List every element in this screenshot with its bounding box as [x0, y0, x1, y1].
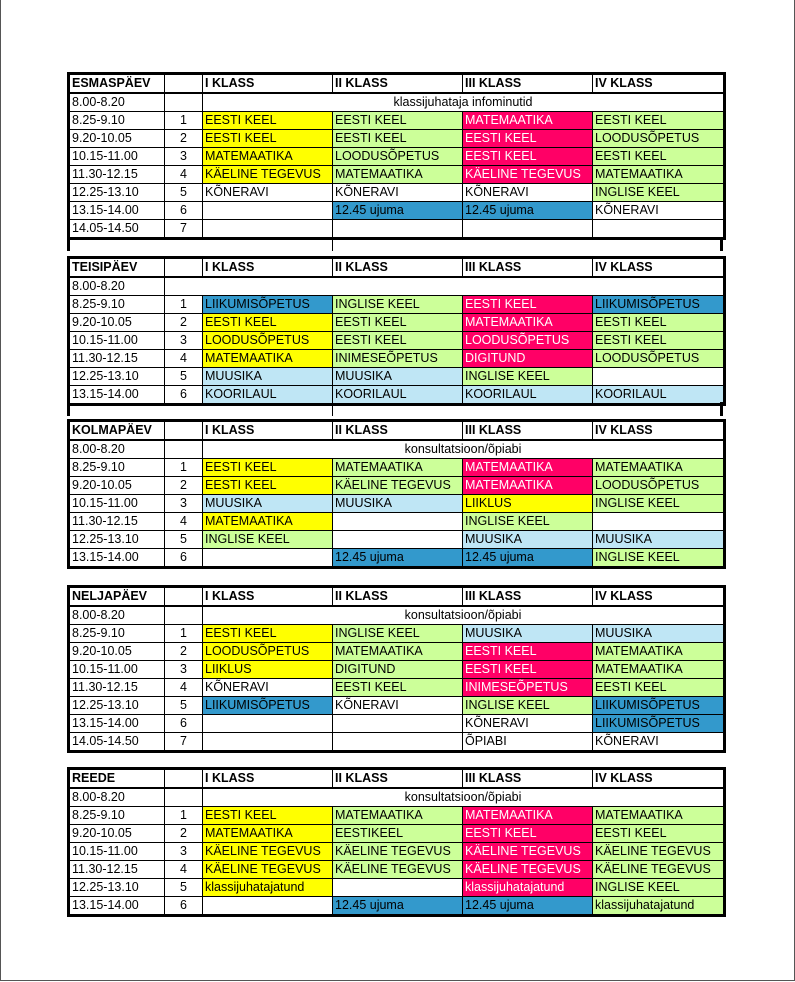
lesson-number: 3 — [165, 332, 203, 350]
subject-cell: EESTI KEEL — [593, 148, 725, 166]
subject-cell: KÕNERAVI — [593, 733, 725, 752]
subject-cell: LIIKUMISÕPETUS — [203, 697, 333, 715]
subject-cell: LOODUSÕPETUS — [333, 148, 463, 166]
class-header: III KLASS — [463, 587, 593, 607]
subject-cell: ÕPIABI — [463, 733, 593, 752]
subject-cell: MATEMAATIKA — [463, 314, 593, 332]
subject-cell: KÄELINE TEGEVUS — [463, 166, 593, 184]
subject-cell: LOODUSÕPETUS — [593, 477, 725, 495]
table-row — [69, 531, 725, 549]
subject-cell: MUUSIKA — [333, 495, 463, 513]
subject-cell: EESTI KEEL — [203, 130, 333, 148]
subject-cell: EESTI KEEL — [593, 332, 725, 350]
table-row — [69, 879, 725, 897]
subject-cell: MATEMAATIKA — [463, 459, 593, 477]
table-row — [69, 93, 725, 112]
day-name: KOLMAPÄEV — [69, 421, 165, 441]
subject-cell: MUUSIKA — [203, 368, 333, 386]
subject-cell: LIIKLUS — [203, 661, 333, 679]
lesson-number: 2 — [165, 643, 203, 661]
table-row — [69, 314, 725, 332]
lesson-number: 2 — [165, 314, 203, 332]
subject-cell: LIIKUMISÕPETUS — [593, 697, 725, 715]
time-cell: 13.15-14.00 — [69, 549, 165, 568]
day-name: ESMASPÄEV — [69, 74, 165, 94]
time-cell: 9.20-10.05 — [69, 314, 165, 332]
schedule-table-monday — [67, 72, 726, 240]
header-row — [69, 258, 725, 278]
note-cell: konsultatsioon/õpiabi — [203, 788, 725, 807]
class-header: IV KLASS — [593, 587, 725, 607]
subject-cell: DIGITUND — [333, 661, 463, 679]
table-row — [69, 807, 725, 825]
time-cell: 8.25-9.10 — [69, 459, 165, 477]
table-row — [69, 697, 725, 715]
class-header: II KLASS — [333, 587, 463, 607]
table-row — [69, 861, 725, 879]
table-row — [69, 643, 725, 661]
subject-cell: KÕNERAVI — [203, 679, 333, 697]
subject-cell: KÄELINE TEGEVUS — [593, 843, 725, 861]
subject-cell: INGLISE KEEL — [593, 184, 725, 202]
lesson-number: 7 — [165, 733, 203, 752]
subject-cell: 12.45 ujuma — [333, 897, 463, 916]
subject-cell — [203, 897, 333, 916]
lesson-number: 4 — [165, 513, 203, 531]
subject-cell — [203, 202, 333, 220]
time-cell: 8.00-8.20 — [69, 93, 165, 112]
class-header: I KLASS — [203, 74, 333, 94]
subject-cell: KÄELINE TEGEVUS — [593, 861, 725, 879]
subject-cell: MATEMAATIKA — [333, 459, 463, 477]
class-header: I KLASS — [203, 421, 333, 441]
time-cell: 13.15-14.00 — [69, 202, 165, 220]
table-row — [69, 332, 725, 350]
table-row — [69, 825, 725, 843]
class-header: IV KLASS — [593, 74, 725, 94]
lesson-number: 1 — [165, 625, 203, 643]
time-cell: 8.00-8.20 — [69, 440, 165, 459]
num-header-cell — [165, 421, 203, 441]
subject-cell — [333, 733, 463, 752]
subject-cell: EESTI KEEL — [463, 148, 593, 166]
subject-cell: 12.45 ujuma — [463, 897, 593, 916]
lesson-number: 4 — [165, 679, 203, 697]
time-cell: 8.25-9.10 — [69, 112, 165, 130]
subject-cell: KÕNERAVI — [203, 184, 333, 202]
class-header: IV KLASS — [593, 258, 725, 278]
header-row — [69, 421, 725, 441]
time-cell: 10.15-11.00 — [69, 332, 165, 350]
lesson-number: 5 — [165, 531, 203, 549]
subject-cell: klassijuhatajatund — [203, 879, 333, 897]
subject-cell: EESTI KEEL — [333, 332, 463, 350]
time-cell: 12.25-13.10 — [69, 368, 165, 386]
schedule-table-thursday — [67, 585, 726, 753]
subject-cell: MATEMAATIKA — [203, 148, 333, 166]
time-cell: 9.20-10.05 — [69, 825, 165, 843]
subject-cell: INGLISE KEEL — [593, 495, 725, 513]
subject-cell: MATEMAATIKA — [593, 661, 725, 679]
subject-cell: KÄELINE TEGEVUS — [333, 477, 463, 495]
table-row — [69, 112, 725, 130]
subject-cell — [593, 513, 725, 531]
subject-cell: KÄELINE TEGEVUS — [463, 843, 593, 861]
subject-cell: MATEMAATIKA — [203, 513, 333, 531]
num-cell — [165, 788, 203, 807]
class-header: I KLASS — [203, 587, 333, 607]
subject-cell: KÕNERAVI — [333, 184, 463, 202]
subject-cell: 12.45 ujuma — [463, 202, 593, 220]
subject-cell — [463, 220, 593, 239]
class-header: IV KLASS — [593, 421, 725, 441]
subject-cell: KÄELINE TEGEVUS — [333, 843, 463, 861]
time-cell: 8.00-8.20 — [69, 277, 165, 296]
lesson-number: 5 — [165, 879, 203, 897]
class-header: III KLASS — [463, 74, 593, 94]
time-cell: 9.20-10.05 — [69, 130, 165, 148]
time-cell: 11.30-12.15 — [69, 350, 165, 368]
lesson-number: 6 — [165, 549, 203, 568]
table-row — [69, 350, 725, 368]
subject-cell: EESTI KEEL — [463, 661, 593, 679]
subject-cell: KÕNERAVI — [593, 202, 725, 220]
subject-cell: KÕNERAVI — [333, 697, 463, 715]
table-row — [69, 661, 725, 679]
note-cell: konsultatsioon/õpiabi — [203, 440, 725, 459]
subject-cell: INGLISE KEEL — [593, 549, 725, 568]
table-row — [69, 368, 725, 386]
table-row — [69, 184, 725, 202]
table-row — [69, 459, 725, 477]
subject-cell: KOORILAUL — [463, 386, 593, 405]
lesson-number: 6 — [165, 386, 203, 405]
time-cell: 8.25-9.10 — [69, 296, 165, 314]
time-cell: 14.05-14.50 — [69, 220, 165, 239]
header-row — [69, 587, 725, 607]
subject-cell: EESTI KEEL — [593, 112, 725, 130]
time-cell: 12.25-13.10 — [69, 879, 165, 897]
time-cell: 11.30-12.15 — [69, 166, 165, 184]
subject-cell: EESTI KEEL — [203, 625, 333, 643]
class-header: II KLASS — [333, 421, 463, 441]
subject-cell: INGLISE KEEL — [333, 625, 463, 643]
time-cell: 12.25-13.10 — [69, 697, 165, 715]
subject-cell: MATEMAATIKA — [203, 825, 333, 843]
table-row — [69, 166, 725, 184]
lesson-number: 5 — [165, 368, 203, 386]
note-cell: konsultatsioon/õpiabi — [203, 606, 725, 625]
subject-cell — [203, 549, 333, 568]
subject-cell: EESTI KEEL — [463, 296, 593, 314]
subject-cell: MATEMAATIKA — [463, 477, 593, 495]
time-cell: 8.25-9.10 — [69, 625, 165, 643]
table-gap — [67, 402, 723, 416]
day-name: TEISIPÄEV — [69, 258, 165, 278]
subject-cell: INGLISE KEEL — [463, 697, 593, 715]
subject-cell: DIGITUND — [463, 350, 593, 368]
num-header-cell — [165, 74, 203, 94]
subject-cell: EESTI KEEL — [203, 459, 333, 477]
table-row — [69, 440, 725, 459]
lesson-number: 3 — [165, 661, 203, 679]
class-header: II KLASS — [333, 258, 463, 278]
subject-cell: KÄELINE TEGEVUS — [203, 843, 333, 861]
time-cell: 13.15-14.00 — [69, 715, 165, 733]
subject-cell — [333, 715, 463, 733]
subject-cell: MUUSIKA — [463, 531, 593, 549]
subject-cell: MATEMAATIKA — [593, 807, 725, 825]
header-row — [69, 74, 725, 94]
subject-cell: INGLISE KEEL — [333, 296, 463, 314]
class-header: III KLASS — [463, 258, 593, 278]
subject-cell: LOODUSÕPETUS — [203, 643, 333, 661]
subject-cell: INGLISE KEEL — [463, 368, 593, 386]
subject-cell: MUUSIKA — [593, 531, 725, 549]
subject-cell: KÄELINE TEGEVUS — [203, 166, 333, 184]
subject-cell: EESTI KEEL — [593, 825, 725, 843]
time-cell: 8.00-8.20 — [69, 788, 165, 807]
table-row — [69, 549, 725, 568]
subject-cell: EESTI KEEL — [203, 112, 333, 130]
subject-cell: LOODUSÕPETUS — [593, 350, 725, 368]
lesson-number: 4 — [165, 166, 203, 184]
subject-cell: klassijuhatajatund — [463, 879, 593, 897]
subject-cell: LIIKUMISÕPETUS — [593, 715, 725, 733]
table-row — [69, 277, 725, 296]
table-row — [69, 513, 725, 531]
table-row — [69, 606, 725, 625]
table-row — [69, 843, 725, 861]
table-row — [69, 130, 725, 148]
subject-cell: 12.45 ujuma — [463, 549, 593, 568]
time-cell: 9.20-10.05 — [69, 643, 165, 661]
subject-cell: EESTI KEEL — [593, 679, 725, 697]
empty-cell — [165, 277, 725, 296]
subject-cell: INIMESEÕPETUS — [333, 350, 463, 368]
lesson-number: 3 — [165, 843, 203, 861]
header-row — [69, 769, 725, 789]
subject-cell: EESTI KEEL — [333, 314, 463, 332]
note-cell: klassijuhataja infominutid — [203, 93, 725, 112]
time-cell: 10.15-11.00 — [69, 148, 165, 166]
lesson-number: 5 — [165, 184, 203, 202]
subject-cell: KÄELINE TEGEVUS — [203, 861, 333, 879]
subject-cell: MUUSIKA — [593, 625, 725, 643]
num-header-cell — [165, 769, 203, 789]
subject-cell: EESTI KEEL — [463, 643, 593, 661]
subject-cell: LIIKUMISÕPETUS — [203, 296, 333, 314]
class-header: II KLASS — [333, 769, 463, 789]
num-cell — [165, 606, 203, 625]
num-cell — [165, 440, 203, 459]
subject-cell: KOORILAUL — [593, 386, 725, 405]
lesson-number: 4 — [165, 350, 203, 368]
subject-cell — [333, 531, 463, 549]
num-cell — [165, 93, 203, 112]
table-row — [69, 220, 725, 239]
subject-cell: MATEMAATIKA — [463, 112, 593, 130]
subject-cell: EESTI KEEL — [333, 112, 463, 130]
lesson-number: 3 — [165, 495, 203, 513]
subject-cell: INIMESEÕPETUS — [463, 679, 593, 697]
subject-cell: INGLISE KEEL — [463, 513, 593, 531]
schedule-table-wednesday — [67, 419, 726, 569]
subject-cell: MATEMAATIKA — [333, 807, 463, 825]
lesson-number: 7 — [165, 220, 203, 239]
lesson-number: 3 — [165, 148, 203, 166]
subject-cell: EESTI KEEL — [203, 314, 333, 332]
subject-cell: klassijuhatajatund — [593, 897, 725, 916]
table-row — [69, 495, 725, 513]
table-row — [69, 202, 725, 220]
lesson-number: 2 — [165, 130, 203, 148]
subject-cell: EESTI KEEL — [333, 130, 463, 148]
schedule-table-friday — [67, 767, 726, 917]
subject-cell: LOODUSÕPETUS — [463, 332, 593, 350]
subject-cell: MATEMAATIKA — [333, 643, 463, 661]
subject-cell: LIIKLUS — [463, 495, 593, 513]
subject-cell: LOODUSÕPETUS — [203, 332, 333, 350]
subject-cell — [203, 733, 333, 752]
subject-cell: KÕNERAVI — [463, 715, 593, 733]
table-row — [69, 296, 725, 314]
time-cell: 13.15-14.00 — [69, 897, 165, 916]
lesson-number: 2 — [165, 825, 203, 843]
class-header: IV KLASS — [593, 769, 725, 789]
class-header: III KLASS — [463, 421, 593, 441]
time-cell: 10.15-11.00 — [69, 495, 165, 513]
subject-cell — [333, 513, 463, 531]
lesson-number: 2 — [165, 477, 203, 495]
lesson-number: 1 — [165, 807, 203, 825]
subject-cell: 12.45 ujuma — [333, 549, 463, 568]
subject-cell: MATEMAATIKA — [593, 166, 725, 184]
class-header: I KLASS — [203, 258, 333, 278]
subject-cell: EESTI KEEL — [593, 314, 725, 332]
subject-cell — [333, 220, 463, 239]
subject-cell: EESTI KEEL — [203, 807, 333, 825]
subject-cell: MUUSIKA — [463, 625, 593, 643]
time-cell: 8.25-9.10 — [69, 807, 165, 825]
subject-cell: EESTI KEEL — [463, 825, 593, 843]
subject-cell: KOORILAUL — [203, 386, 333, 405]
subject-cell — [333, 879, 463, 897]
subject-cell: MATEMAATIKA — [593, 643, 725, 661]
subject-cell: MATEMAATIKA — [593, 459, 725, 477]
lesson-number: 6 — [165, 897, 203, 916]
time-cell: 9.20-10.05 — [69, 477, 165, 495]
subject-cell: MATEMAATIKA — [203, 350, 333, 368]
subject-cell: KÕNERAVI — [463, 184, 593, 202]
subject-cell: MATEMAATIKA — [463, 807, 593, 825]
subject-cell: INGLISE KEEL — [203, 531, 333, 549]
subject-cell: LOODUSÕPETUS — [593, 130, 725, 148]
subject-cell — [203, 715, 333, 733]
time-cell: 11.30-12.15 — [69, 513, 165, 531]
table-row — [69, 625, 725, 643]
lesson-number: 6 — [165, 202, 203, 220]
subject-cell — [203, 220, 333, 239]
subject-cell: EESTI KEEL — [333, 679, 463, 697]
class-header: I KLASS — [203, 769, 333, 789]
subject-cell: LIIKUMISÕPETUS — [593, 296, 725, 314]
time-cell: 12.25-13.10 — [69, 531, 165, 549]
lesson-number: 4 — [165, 861, 203, 879]
time-cell: 12.25-13.10 — [69, 184, 165, 202]
subject-cell — [593, 220, 725, 239]
class-header: II KLASS — [333, 74, 463, 94]
subject-cell: KÄELINE TEGEVUS — [463, 861, 593, 879]
num-header-cell — [165, 258, 203, 278]
lesson-number: 5 — [165, 697, 203, 715]
subject-cell: MUUSIKA — [333, 368, 463, 386]
lesson-number: 1 — [165, 459, 203, 477]
table-row — [69, 897, 725, 916]
time-cell: 10.15-11.00 — [69, 843, 165, 861]
subject-cell: INGLISE KEEL — [593, 879, 725, 897]
table-row — [69, 679, 725, 697]
subject-cell: EESTI KEEL — [203, 477, 333, 495]
subject-cell: EESTI KEEL — [463, 130, 593, 148]
subject-cell: MUUSIKA — [203, 495, 333, 513]
table-gap — [67, 237, 723, 251]
table-row — [69, 733, 725, 752]
day-name: NELJAPÄEV — [69, 587, 165, 607]
subject-cell: KÄELINE TEGEVUS — [333, 861, 463, 879]
subject-cell: KOORILAUL — [333, 386, 463, 405]
lesson-number: 6 — [165, 715, 203, 733]
lesson-number: 1 — [165, 112, 203, 130]
class-header: III KLASS — [463, 769, 593, 789]
table-row — [69, 788, 725, 807]
table-row — [69, 715, 725, 733]
time-cell: 10.15-11.00 — [69, 661, 165, 679]
lesson-number: 1 — [165, 296, 203, 314]
table-row — [69, 477, 725, 495]
day-name: REEDE — [69, 769, 165, 789]
table-row — [69, 148, 725, 166]
subject-cell — [593, 368, 725, 386]
time-cell: 11.30-12.15 — [69, 679, 165, 697]
subject-cell: 12.45 ujuma — [333, 202, 463, 220]
schedule-table-tuesday — [67, 256, 726, 406]
time-cell: 11.30-12.15 — [69, 861, 165, 879]
num-header-cell — [165, 587, 203, 607]
time-cell: 13.15-14.00 — [69, 386, 165, 405]
subject-cell: MATEMAATIKA — [333, 166, 463, 184]
subject-cell: EESTIKEEL — [333, 825, 463, 843]
time-cell: 8.00-8.20 — [69, 606, 165, 625]
time-cell: 14.05-14.50 — [69, 733, 165, 752]
